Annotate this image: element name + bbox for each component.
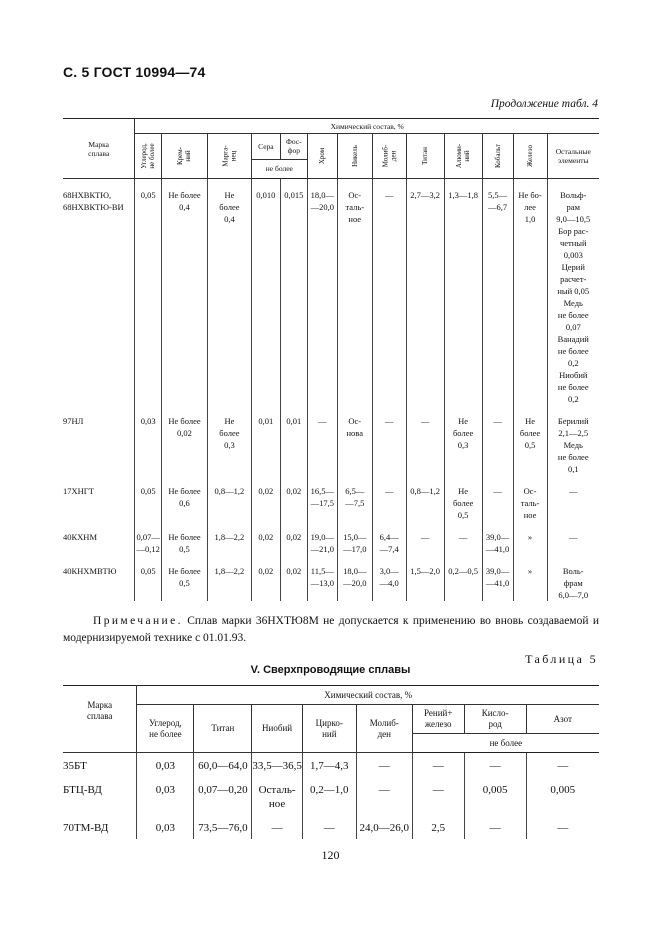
spacer-cell: [482, 405, 513, 415]
spacer-cell: [482, 521, 513, 531]
row-grade-cell: 70ТМ-ВД: [63, 822, 109, 834]
table-cell: 0,015: [280, 189, 307, 405]
table-cell: —: [547, 531, 599, 555]
table-row: [63, 777, 599, 815]
table-cell: —: [252, 815, 303, 839]
table-cell: 0,8—1,2: [207, 485, 251, 521]
spacer-cell: [444, 521, 482, 531]
table-cell: 60,0—64,0: [194, 753, 252, 778]
col-header-phosphorus: Фос- фор: [280, 134, 307, 160]
spacer-cell: [547, 475, 599, 485]
table-cell: 0,07—0,20: [194, 777, 252, 815]
table-cell: Воль- фрам 6,0—7,0: [547, 565, 599, 601]
table-cell: 0,005: [526, 777, 599, 815]
table-cell: Не бо- лее 1,0: [513, 189, 547, 405]
spacer-cell: [162, 555, 208, 565]
spacer-cell: [135, 555, 162, 565]
table-cell: 0,010: [251, 189, 280, 405]
spacer-cell: [63, 179, 135, 190]
spacer-cell: [280, 521, 307, 531]
table-cell: 1,5—2,0: [406, 565, 444, 601]
table-5-title: V. Сверхпроводящие сплавы: [250, 664, 411, 676]
spacer-cell: [280, 405, 307, 415]
spacer-cell: [251, 475, 280, 485]
t5-col-header-nitrogen: Азот: [526, 705, 599, 734]
col-header-iron: Железо: [526, 145, 535, 167]
table-cell: —: [356, 753, 412, 778]
table-cell: —: [406, 415, 444, 475]
col-header-molybdenum: Молиб- ден: [381, 144, 398, 168]
table-cell: —: [302, 815, 356, 839]
spacer-cell: [372, 521, 406, 531]
table-cell: Вольф- рам 9,0—10,5 Бор рас- четный 0,003 Церий расчет- ный 0,05 Медь не более 0,07 Ванадий не более 0,2 Ниобий не более 0,2: [547, 189, 599, 405]
table-cell: —: [406, 531, 444, 555]
col-header-manganese: Марга- нец: [221, 145, 238, 167]
spacer-cell: [207, 475, 251, 485]
table-cell: 0,03: [137, 777, 194, 815]
note-text: Сплав марки 36НХТЮ8М не допускается к применению во вновь создаваемой и модернизируемой технике с 01.01.93.: [63, 615, 599, 644]
page-number: 120: [321, 848, 340, 862]
table-cell: —: [372, 415, 406, 475]
col-header-other: Остальные элементы: [547, 134, 599, 179]
spacer-cell: [307, 405, 337, 415]
table-cell: 0,03: [137, 815, 194, 839]
spacer-cell: [251, 179, 280, 190]
spacer-cell: [444, 179, 482, 190]
table-cell: 39,0— —41,0: [482, 565, 513, 601]
col-header-cobalt: Кобальт: [493, 143, 502, 169]
col-header-aluminum: Алюми- ний: [455, 143, 472, 169]
spacer-cell: [406, 521, 444, 531]
table-cell: 0,02: [280, 485, 307, 521]
spacer-cell: [482, 475, 513, 485]
table-cell: 1,8—2,2: [207, 531, 251, 555]
table-cell: 0,01: [251, 415, 280, 475]
spacer-cell: [406, 555, 444, 565]
table-cell: 0,2—1,0: [302, 777, 356, 815]
table-cell: 0,01: [280, 415, 307, 475]
t5-col-header-zirconium: Цирко- ний: [302, 705, 356, 753]
spacer-cell: [280, 555, 307, 565]
table-cell: —: [547, 485, 599, 521]
row-grade-cell: 17ХНГТ: [63, 486, 94, 496]
table-cell: Ос- нова: [337, 415, 372, 475]
spacer-cell: [513, 179, 547, 190]
table-cell: —: [464, 815, 526, 839]
table-cell: 73,5—76,0: [194, 815, 252, 839]
col-header-carbon: Углерод, не более: [140, 143, 157, 169]
table-5: [63, 685, 599, 839]
table-cell: —: [526, 815, 599, 839]
spacer-cell: [337, 521, 372, 531]
spacer-cell: [547, 555, 599, 565]
spacer-cell: [337, 475, 372, 485]
table-cell: 24,0—26,0: [356, 815, 412, 839]
col-header-not-more: не более: [251, 159, 307, 178]
table-cell: 0,05: [135, 189, 162, 405]
spacer-cell: [482, 179, 513, 190]
table-row: [63, 815, 599, 839]
spacer-cell: [513, 521, 547, 531]
col-header-grade: Марка сплава: [63, 119, 135, 179]
spacer-cell: [135, 521, 162, 531]
col-header-chromium: Хром: [318, 147, 327, 165]
table-cell: 0,02: [280, 531, 307, 555]
t5-col-header-grade: Марка сплава: [63, 686, 137, 753]
spacer-cell: [372, 179, 406, 190]
row-grade-cell: 97НЛ: [63, 416, 84, 426]
spacer-cell: [337, 405, 372, 415]
t5-col-header-titanium: Титан: [194, 705, 252, 753]
table-cell: 0,05: [135, 485, 162, 521]
row-grade-cell: 40КНХМВТЮ: [63, 566, 117, 576]
table-cell: Не более 0,5: [162, 531, 208, 555]
table-cell: Не более 0,5: [513, 415, 547, 475]
spacer-cell: [207, 405, 251, 415]
spacer-cell: [482, 555, 513, 565]
row-grade-cell: 40КХНМ: [63, 532, 98, 542]
table-cell: —: [372, 485, 406, 521]
spacer-cell: [372, 405, 406, 415]
table-cell: 0,02: [251, 485, 280, 521]
spacer-cell: [135, 475, 162, 485]
table-cell: 6,4— —7,4: [372, 531, 406, 555]
table-cell: Не более 0,4: [162, 189, 208, 405]
table-row: [63, 189, 599, 405]
table-row: [63, 531, 599, 555]
table-cell: 39,0— —41,0: [482, 531, 513, 555]
spacer-cell: [406, 405, 444, 415]
spacer-cell: [406, 179, 444, 190]
table-cell: 15,0— —17,0: [337, 531, 372, 555]
spacer-cell: [513, 405, 547, 415]
table-cell: 0,8—1,2: [406, 485, 444, 521]
table-row: [63, 415, 599, 475]
col-header-titanium: Титан: [421, 147, 430, 165]
spacer-cell: [547, 179, 599, 190]
spacer-cell: [280, 179, 307, 190]
spacer-cell: [372, 555, 406, 565]
table-cell: 0,07— —0,12: [136, 532, 160, 554]
table-cell: —: [372, 189, 406, 405]
table-cell: —: [482, 415, 513, 475]
continuation-caption: Продолжение табл. 4: [490, 98, 598, 110]
t5-col-header-niobium: Ниобий: [252, 705, 303, 753]
spacer-cell: [251, 405, 280, 415]
table-cell: 3,0— —4,0: [372, 565, 406, 601]
table-cell: Не более 0,5: [444, 485, 482, 521]
spacer-cell: [444, 555, 482, 565]
spacer-cell: [513, 555, 547, 565]
table-cell: Не более 0,02: [162, 415, 208, 475]
spacer-cell: [307, 555, 337, 565]
spacer-cell: [513, 475, 547, 485]
t5-col-header-carbon: Углерод, не более: [137, 705, 194, 753]
spacer-cell: [135, 405, 162, 415]
spacer-cell: [307, 521, 337, 531]
spacer-cell: [207, 179, 251, 190]
t5-col-header-not-more: не более: [412, 734, 599, 753]
table-cell: »: [513, 531, 547, 555]
table-cell: 6,5— —7,5: [337, 485, 372, 521]
spacer-cell: [444, 405, 482, 415]
spacer-cell: [307, 475, 337, 485]
table-4: [63, 118, 599, 601]
table-cell: Не более 0,3: [207, 415, 251, 475]
table-cell: Не более 0,5: [162, 565, 208, 601]
table-cell: Берилий 2,1—2,5 Медь не более 0,1: [547, 415, 599, 475]
table-cell: 2,7—3,2: [406, 189, 444, 405]
table-cell: —: [356, 777, 412, 815]
table-5-label: Таблица 5: [525, 652, 598, 666]
spacer-cell: [307, 179, 337, 190]
row-grade-cell: 35БТ: [63, 760, 87, 772]
table-cell: —: [307, 415, 337, 475]
spacer-cell: [444, 475, 482, 485]
col-header-silicon: Крем- ний: [176, 146, 193, 166]
table-cell: 2,5: [412, 815, 464, 839]
table-cell: 11,5— —13,0: [307, 565, 337, 601]
spacer-cell: [162, 405, 208, 415]
table-cell: —: [412, 777, 464, 815]
t5-col-header-molybdenum: Молиб- ден: [356, 705, 412, 753]
spacer-cell: [207, 555, 251, 565]
table-cell: 5,5— —6,7: [482, 189, 513, 405]
note-label: Примечание.: [93, 615, 183, 627]
spacer-cell: [135, 179, 162, 190]
table-cell: —: [526, 753, 599, 778]
table-cell: Не более 0,6: [162, 485, 208, 521]
spacer-cell: [547, 405, 599, 415]
table-cell: 0,02: [251, 565, 280, 601]
spacer-cell: [406, 475, 444, 485]
spacer-cell: [372, 475, 406, 485]
spacer-cell: [337, 555, 372, 565]
spacer-cell: [251, 521, 280, 531]
table-cell: Ос- таль- ное: [337, 189, 372, 405]
table-row: [63, 753, 599, 778]
spacer-cell: [337, 179, 372, 190]
t5-col-header-chem-comp: Химический состав, %: [137, 686, 599, 705]
table-cell: 0,02: [251, 531, 280, 555]
note: [63, 613, 599, 647]
spacer-cell: [63, 521, 135, 531]
table-cell: 0,005: [464, 777, 526, 815]
table-cell: Не более 0,4: [207, 189, 251, 405]
table-cell: Ос- таль- ное: [513, 485, 547, 521]
spacer-cell: [63, 555, 135, 565]
t5-col-header-rhenium-iron: Рений+ железо: [412, 705, 464, 734]
table-cell: 0,05: [135, 565, 162, 601]
table-cell: —: [412, 753, 464, 778]
table-cell: Осталь- ное: [252, 777, 303, 815]
table-cell: —: [444, 531, 482, 555]
spacer-cell: [162, 475, 208, 485]
table-cell: 18,0— —20,0: [337, 565, 372, 601]
spacer-cell: [63, 405, 135, 415]
col-header-nickel: Никель: [350, 145, 359, 167]
row-grade-cell: БТЦ-ВД: [63, 784, 102, 796]
table-cell: 0,03: [137, 753, 194, 778]
table-cell: 0,2—0,5: [444, 565, 482, 601]
spacer-cell: [251, 555, 280, 565]
table-cell: 19,0— —21,0: [307, 531, 337, 555]
table-cell: 1,8—2,2: [207, 565, 251, 601]
spacer-cell: [207, 521, 251, 531]
spacer-cell: [162, 521, 208, 531]
table-cell: 18,0— —20,0: [307, 189, 337, 405]
spacer-cell: [63, 475, 135, 485]
spacer-cell: [162, 179, 208, 190]
table-cell: »: [513, 565, 547, 601]
row-grade-cell: 68НХВКТЮ, 68НХВКТЮ-ВИ: [63, 190, 124, 212]
col-header-sulfur: Сера: [251, 134, 280, 160]
table-row: [63, 485, 599, 521]
table-cell: Не более 0,3: [444, 415, 482, 475]
table-cell: 16,5— —17,5: [307, 485, 337, 521]
table-cell: —: [482, 485, 513, 521]
table-cell: 33,5—36,5: [252, 753, 303, 778]
table-row: [63, 565, 599, 601]
t5-col-header-oxygen: Кисло- род: [464, 705, 526, 734]
table-cell: 0,03: [135, 415, 162, 475]
col-header-chem-comp: Химический состав, %: [135, 119, 599, 134]
table-cell: 1,3—1,8: [444, 189, 482, 405]
table-cell: 1,7—4,3: [302, 753, 356, 778]
page-title: С. 5 ГОСТ 10994—74: [63, 64, 206, 80]
table-cell: —: [464, 753, 526, 778]
spacer-cell: [280, 475, 307, 485]
table-cell: 0,02: [280, 565, 307, 601]
spacer-cell: [547, 521, 599, 531]
